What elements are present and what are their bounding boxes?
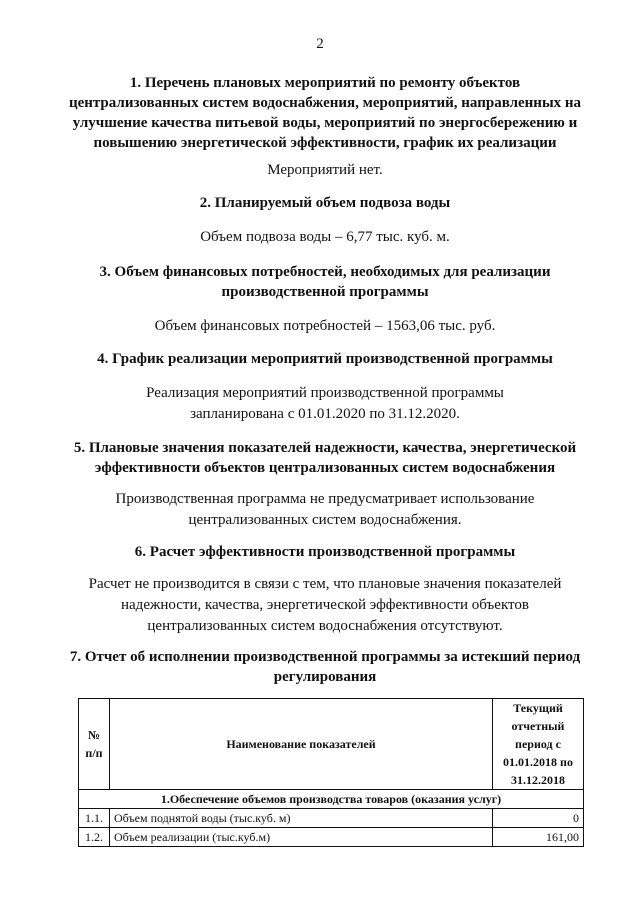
row-num: 1.2.: [79, 828, 110, 847]
section-3-text: Объем финансовых потребностей – 1563,06 тыс. руб.: [154, 318, 496, 334]
section-4-heading: 4. График реализации мероприятий производственной программы: [97, 351, 553, 367]
header-name: Наименование показателей: [110, 699, 493, 790]
section-5-text: Производственная программа не предусматривает использование централизованных систем водоснабжения.: [115, 491, 535, 528]
table-header-row: [79, 699, 584, 790]
section-2-text: Объем подвоза воды – 6,77 тыс. куб. м.: [200, 229, 450, 245]
section-3-heading: 3. Объем финансовых потребностей, необходимых для реализации производственной программы: [99, 264, 551, 300]
report-table: [78, 698, 584, 847]
row-value: 0: [493, 809, 584, 828]
row-name: Объем реализации (тыс.куб.м): [110, 828, 493, 847]
section-7-heading: 7. Отчет об исполнении производственной программы за истекший период регулирования: [69, 649, 581, 685]
table-row: [79, 809, 584, 828]
page-number: 2: [316, 36, 324, 52]
header-period: Текущий отчетный период с 01.01.2018 по 31.12.2018: [493, 699, 584, 790]
table-section-row: [79, 790, 584, 809]
section-2-heading: 2. Планируемый объем подвоза воды: [199, 195, 451, 211]
section-1-heading: 1. Перечень плановых мероприятий по ремонту объектов централизованных систем водоснабжения, мероприятий, направленных на улучшение качества питьевой воды, мероприятий по энергосбережению и повышению энергетической эффективности, график их реализации: [68, 75, 582, 151]
section-5-heading: 5. Плановые значения показателей надежности, качества, энергетической эффективности объектов централизованных систем водоснабжения: [73, 440, 577, 476]
row-name: Объем поднятой воды (тыс.куб. м): [110, 809, 493, 828]
section-1-text: Мероприятий нет.: [267, 162, 383, 178]
section-4-text: Реализация мероприятий производственной программы запланирована с 01.01.2020 по 31.12.2020.: [146, 385, 504, 422]
section-6-heading: 6. Расчет эффективности производственной программы: [134, 544, 516, 560]
table-row: [79, 828, 584, 847]
table-section-title: 1.Обеспечение объемов производства товаров (оказания услуг): [79, 790, 584, 809]
row-num: 1.1.: [79, 809, 110, 828]
section-6-text: Расчет не производится в связи с тем, что плановые значения показателей надежности, качества, энергетической эффективности объектов централизованных систем водоснабжения отсутствуют.: [88, 576, 562, 634]
row-value: 161,00: [493, 828, 584, 847]
header-num: № п/п: [79, 699, 110, 790]
